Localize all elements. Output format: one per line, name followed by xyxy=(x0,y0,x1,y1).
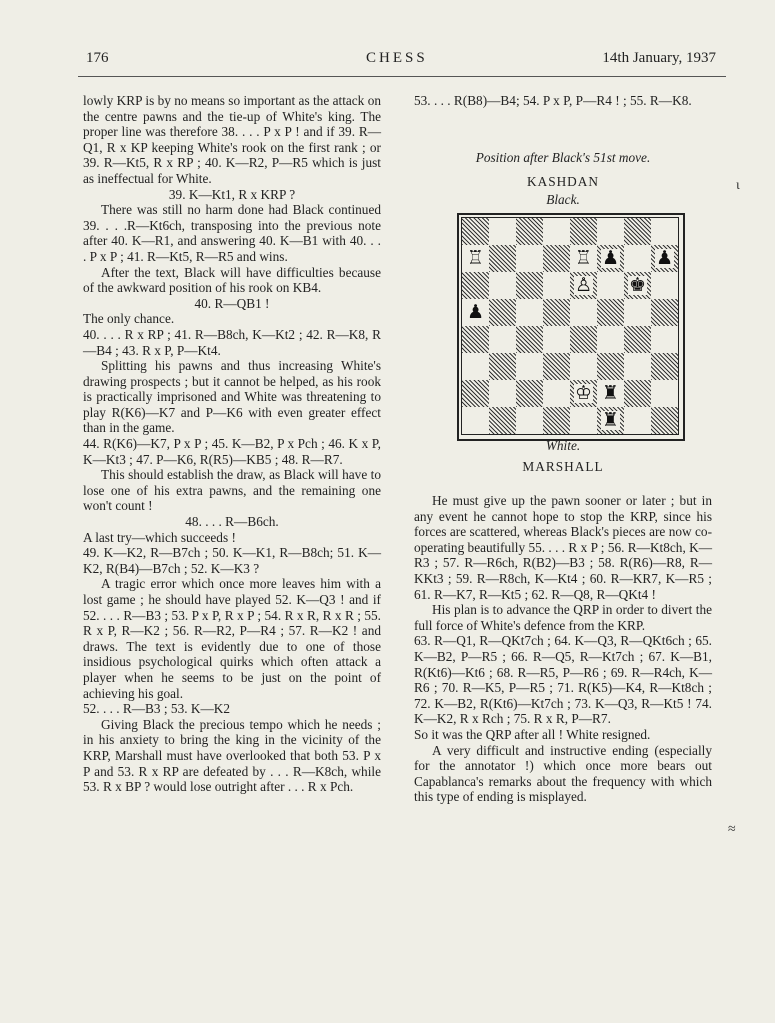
paragraph: There was still no harm done had Black continued 39. . . .R—Kt6ch, transposing into the previous note after 40. K—R1, and answering 40. K—B1 with 40. . . . P x P ; 41. R—Kt5, R—R5 and wins. xyxy=(83,202,381,264)
board-square xyxy=(651,407,678,434)
board-square xyxy=(651,299,678,326)
board-square xyxy=(462,245,489,272)
paragraph: 53. . . . R(B8)—B4; 54. P x P, P—R4 ! ; 55. R—K8. xyxy=(414,93,692,108)
board-square xyxy=(570,326,597,353)
paragraph: A very difficult and instructive ending (especially for the annotator !) which once more bears out Capablanca's remarks about the frequency with which this type of ending is misplayed. xyxy=(414,742,712,805)
board-square xyxy=(624,218,651,245)
board-square xyxy=(651,380,678,407)
board-square xyxy=(597,407,624,434)
board-square xyxy=(651,245,678,272)
paragraph: 48. . . . R—B6ch. xyxy=(185,514,279,530)
paragraph: 49. K—K2, R—B7ch ; 50. K—K1, R—B8ch; 51. K—K2, R(B4)—B7ch ; 52. K—K3 ? xyxy=(83,545,381,576)
board-square xyxy=(624,380,651,407)
board-square xyxy=(597,272,624,299)
board-square xyxy=(543,326,570,353)
board-square xyxy=(489,245,516,272)
board-square xyxy=(462,380,489,407)
board-square xyxy=(570,245,597,272)
board-square xyxy=(489,218,516,245)
paragraph: 40. R—QB1 ! xyxy=(194,295,270,311)
paragraph: His plan is to advance the QRP in order to divert the full force of White's defence from the KRP. xyxy=(414,602,712,633)
board-square xyxy=(516,218,543,245)
board-square xyxy=(543,245,570,272)
board-square xyxy=(516,299,543,326)
paragraph: He must give up the pawn sooner or later ; but in any event he cannot hope to stop the KRP, since his forces are scattered, whereas Black's pieces are now co-operating beautifully 55. . . . R x P ; 56. R—Kt8ch, K—R3 ; 57. R—R6ch, R(B2)—B3 ; 58. R(R6)—R8, R—KKt3 ; 59. R—R8ch, K—Kt4 ; 60. R—KR7, K—R5 ; 61. R—K7, R—Kt5 ; 62. R—Q8, R—QKt4 ! xyxy=(414,493,712,602)
chess-piece-icon: ♖ xyxy=(466,247,485,269)
paragraph: A last try—which succeeds ! xyxy=(83,529,236,545)
chess-piece-icon: ♟ xyxy=(655,247,674,269)
board-square xyxy=(543,407,570,434)
paragraph: 52. . . . R—B3 ; 53. K—K2 xyxy=(83,701,231,717)
board-square xyxy=(543,218,570,245)
board-square xyxy=(570,299,597,326)
board-square xyxy=(462,299,489,326)
paragraph: 44. R(K6)—K7, P x P ; 45. K—B2, P x Pch ; 46. K x P, K—Kt3 ; 47. P—K6, R(R5)—KB5 ; 48. R—R7. xyxy=(83,436,381,467)
board-square xyxy=(651,326,678,353)
board-square xyxy=(624,245,651,272)
board-square xyxy=(543,353,570,380)
paragraph: So it was the QRP after all ! White resigned. xyxy=(414,726,651,742)
chess-piece-icon: ♙ xyxy=(574,274,593,296)
right-column-bottom xyxy=(414,493,712,805)
board-square xyxy=(570,218,597,245)
page-header xyxy=(86,50,716,74)
paragraph: This should establish the draw, as Black will have to lose one of his extra pawns, and the remaining one won't count ! xyxy=(83,467,381,514)
board-square xyxy=(516,380,543,407)
board-square xyxy=(489,407,516,434)
black-side-label: Black. xyxy=(546,192,580,207)
board-square xyxy=(570,272,597,299)
board-square xyxy=(651,353,678,380)
white-side-label: White. xyxy=(545,438,581,453)
board-square xyxy=(462,218,489,245)
board-square xyxy=(597,299,624,326)
board-square xyxy=(543,299,570,326)
chess-piece-icon: ♚ xyxy=(628,274,647,296)
board-square xyxy=(489,353,516,380)
margin-mark: ≈ xyxy=(728,822,736,837)
chess-piece-icon: ♔ xyxy=(574,382,593,404)
board-square xyxy=(543,272,570,299)
header-rule xyxy=(78,76,726,77)
board-square xyxy=(516,272,543,299)
board-square xyxy=(570,380,597,407)
chess-piece-icon: ♟ xyxy=(601,247,620,269)
board-square xyxy=(462,326,489,353)
board-square xyxy=(570,353,597,380)
board-square xyxy=(597,218,624,245)
board-square xyxy=(651,218,678,245)
chess-piece-icon: ♟ xyxy=(466,301,485,323)
board-square xyxy=(516,407,543,434)
board-square xyxy=(462,407,489,434)
board-square xyxy=(597,245,624,272)
board-square xyxy=(651,272,678,299)
chess-piece-icon: ♜ xyxy=(601,382,620,404)
board-square xyxy=(462,272,489,299)
board-square xyxy=(624,407,651,434)
board-square xyxy=(597,326,624,353)
board-square xyxy=(516,245,543,272)
paragraph: After the text, Black will have difficulties because of the awkward position of his rook on KB4. xyxy=(83,264,381,296)
board-square xyxy=(543,380,570,407)
board-square xyxy=(624,272,651,299)
paragraph: 40. . . . R x RP ; 41. R—B8ch, K—Kt2 ; 42. R—K8, R—B4 ; 43. R x P, P—Kt4. xyxy=(83,326,381,358)
board-square xyxy=(597,380,624,407)
board-square xyxy=(489,380,516,407)
page-number: 176 xyxy=(86,50,109,66)
paragraph: A tragic error which once more leaves him with a lost game ; he should have played 52. K—Q3 ! and if 52. . . . R—B3 ; 53. P x P, R x P ; 54. R x R, R x R ; 55. R x P, R—K2 ; 56. R—R2, P—R4 ; 57. R—K2 ! and draws. The text is evidently due to one of those insidious psychological quirks which often attack a player when he seems to be just on the point of achieving his goal. xyxy=(83,576,381,701)
diagram-caption: Position after Black's 51st move. xyxy=(475,150,651,165)
board-square xyxy=(516,326,543,353)
board-square xyxy=(489,272,516,299)
paragraph: 63. R—Q1, R—QKt7ch ; 64. K—Q3, R—QKt6ch ; 65. K—B2, P—R5 ; 66. R—Q5, R—Kt7ch ; 67. K—B1, R(Kt6)—Kt6 ; 68. R—R5, P—R6 ; 69. R—R4ch, K—R6 ; 70. R—K5, P—R5 ; 71. R(K5)—K4, R—Kt8ch ; 72. K—B2, R(Kt6)—Kt7ch ; 73. K—Q3, R—Kt5 ! 74. K—K2, R x Rch ; 75. R x R, P—R7. xyxy=(414,633,712,727)
chess-piece-icon: ♜ xyxy=(601,409,620,431)
board-square xyxy=(489,299,516,326)
paragraph: Splitting his pawns and thus increasing White's drawing prospects ; but it cannot be helped, as his rook is practically imprisoned and White was threatening to play R(K6)—K7 and P—K6 with even greater effect than in the game. xyxy=(83,358,381,436)
board-square xyxy=(624,299,651,326)
black-player-name: KASHDAN xyxy=(526,174,599,189)
right-column-top xyxy=(414,93,712,109)
board-square xyxy=(489,326,516,353)
paragraph: 39. K—Kt1, R x KRP ? xyxy=(168,186,296,202)
margin-mark: ɩ xyxy=(736,178,740,193)
board-square xyxy=(597,353,624,380)
magazine-title: CHESS xyxy=(366,50,428,66)
issue-date: 14th January, 1937 xyxy=(602,50,716,66)
white-player-name: MARSHALL xyxy=(522,459,604,474)
board-square xyxy=(624,353,651,380)
board-square xyxy=(570,407,597,434)
paragraph: lowly KRP is by no means so important as the attack on the centre pawns and the tie-up of White's king. The proper line was therefore 38. . . . P x P ! and if 39. R—Q1, R x KP keeping White's rook on the first rank ; or 39. R—Kt5, R x RP ; 40. K—R2, P—R5 which is just as ineffectual for White. xyxy=(83,93,381,186)
board-square xyxy=(516,353,543,380)
chess-piece-icon: ♖ xyxy=(574,247,593,269)
paragraph: Giving Black the precious tempo which he needs ; in his anxiety to bring the king in the vicinity of the KRP, Marshall must have overlooked that both 53. P x P and 53. R x RP are defeated by . . . R—K8ch, while 53. R x BP ? would lose outright after . . . R x Pch. xyxy=(83,716,381,795)
board-square xyxy=(624,326,651,353)
paragraph: The only chance. xyxy=(83,311,175,327)
chess-diagram xyxy=(457,213,685,441)
board-square xyxy=(462,353,489,380)
chess-board xyxy=(461,217,679,435)
left-column xyxy=(83,93,381,795)
